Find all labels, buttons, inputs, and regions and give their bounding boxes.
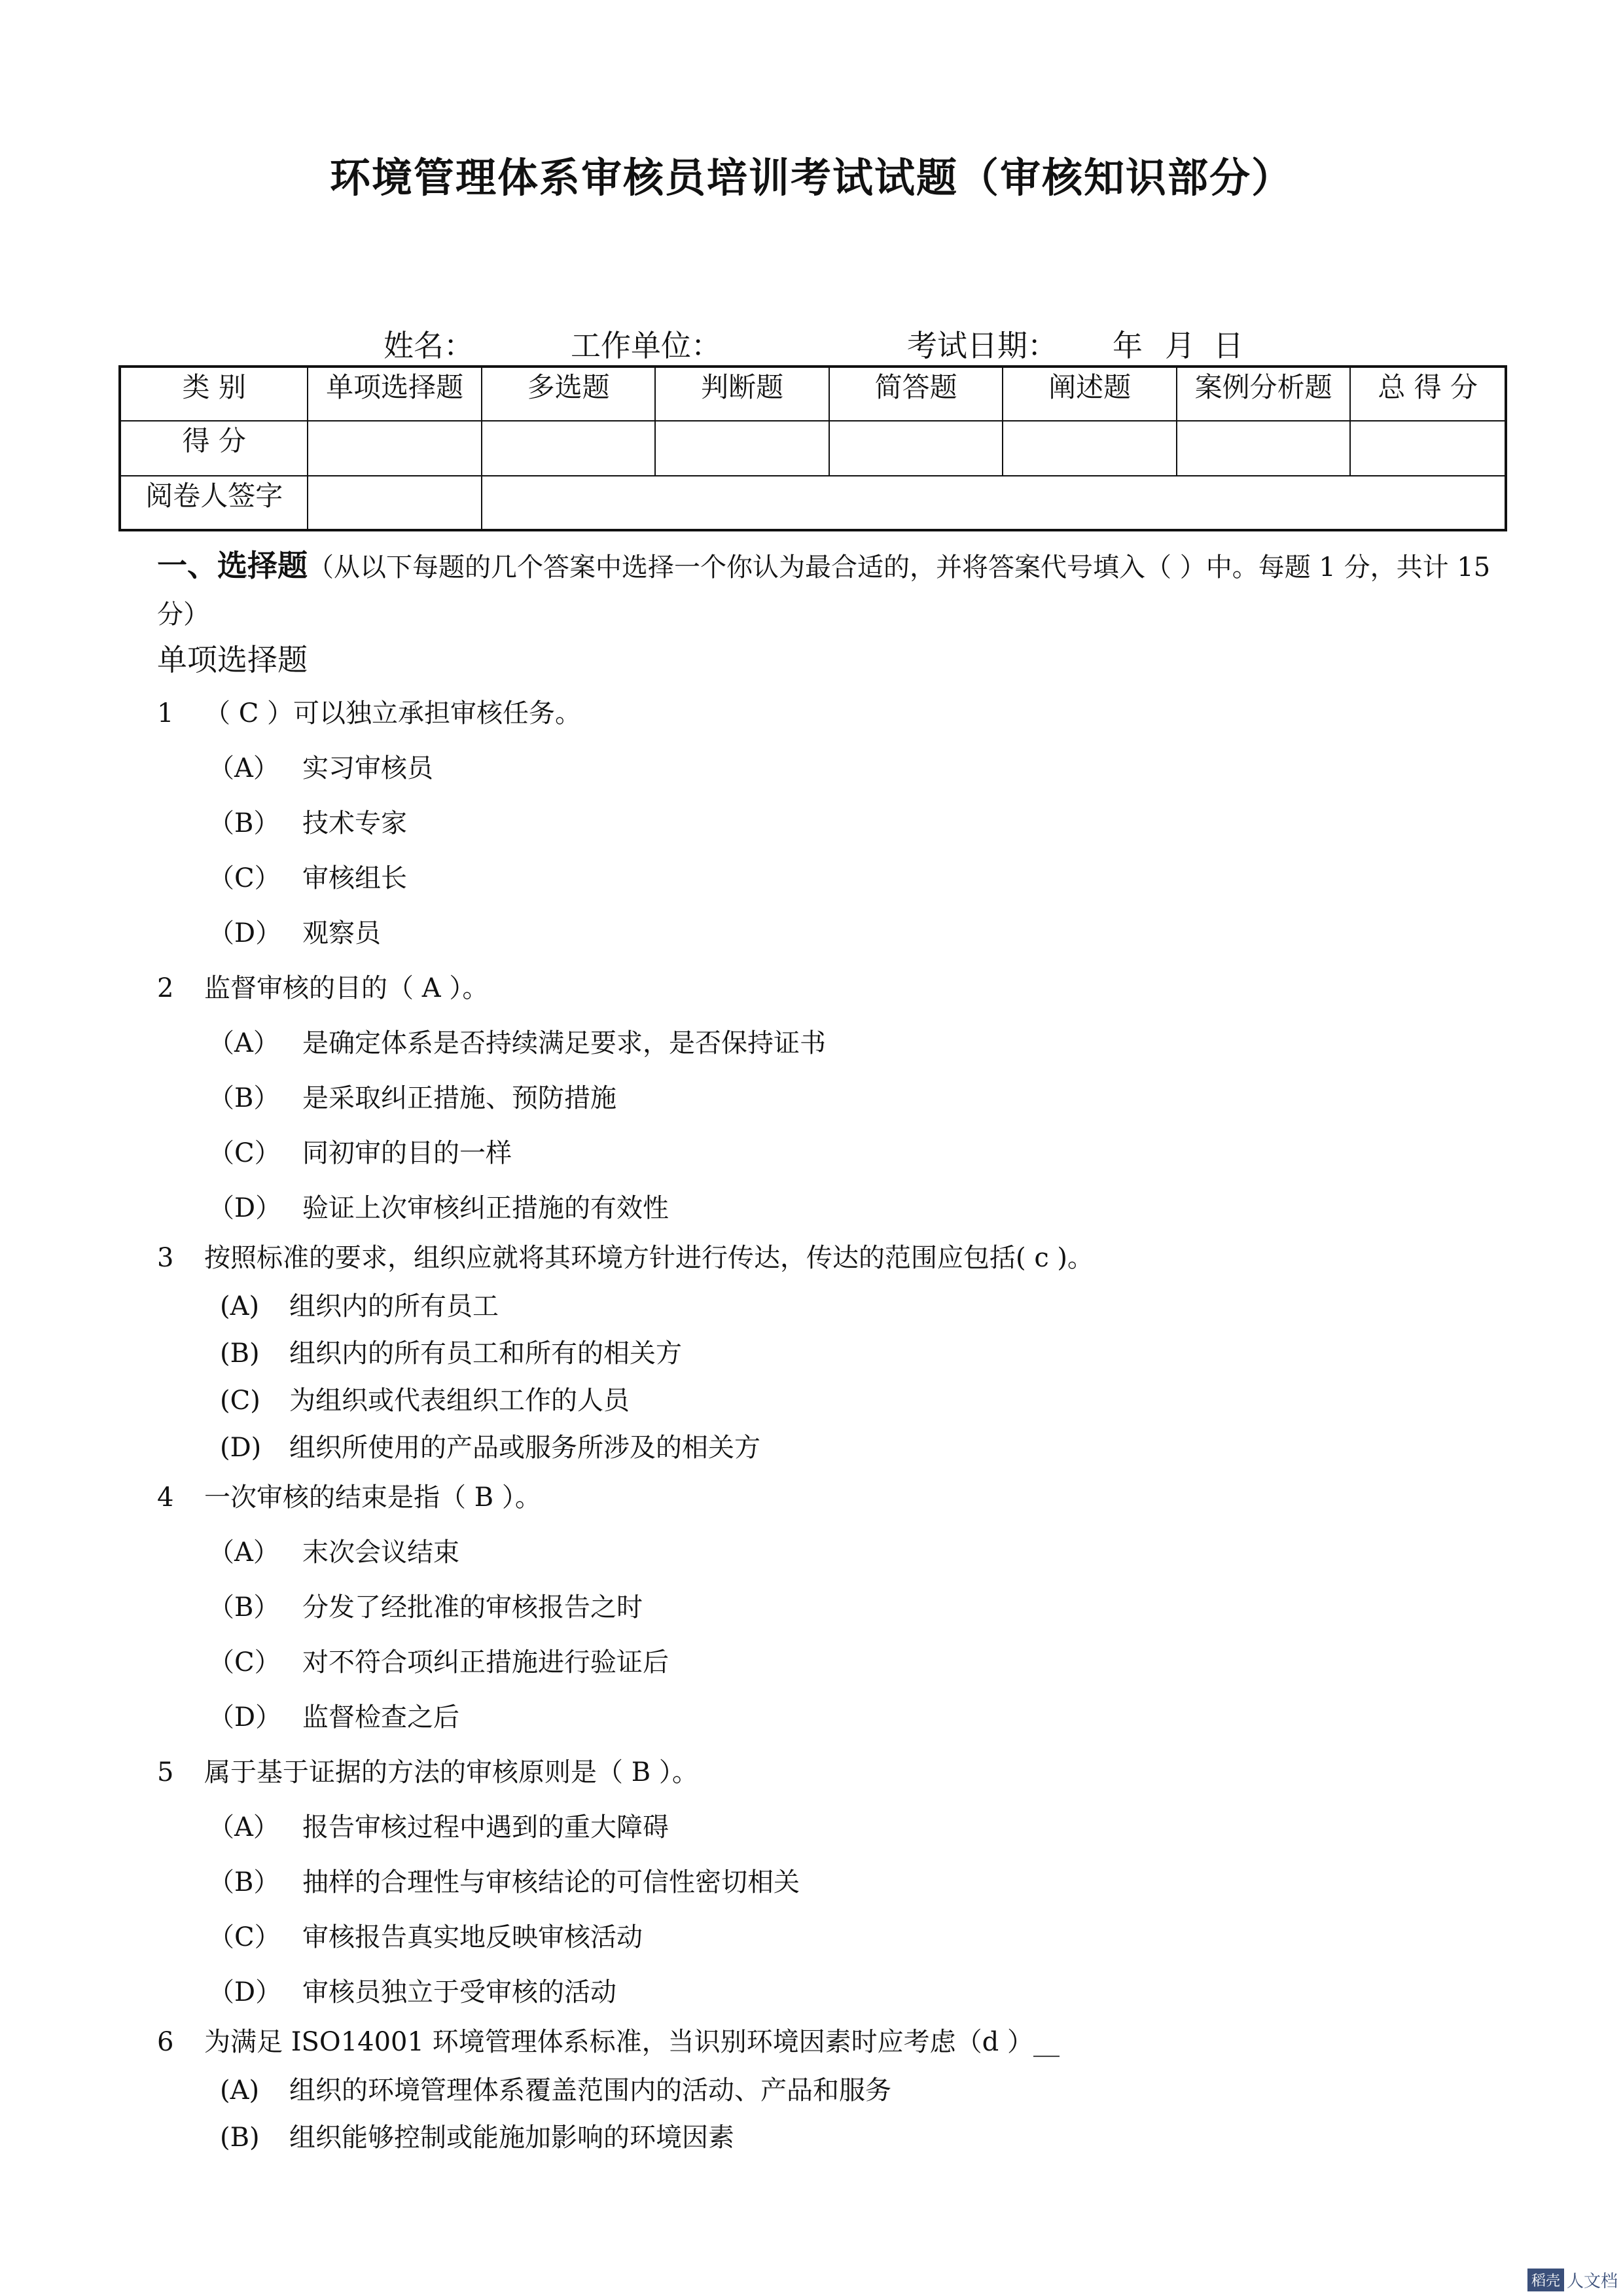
year-label: 年: [1113, 328, 1143, 363]
option: （C） 审核报告真实地反映审核活动: [208, 1922, 643, 1952]
option: （C） 审核组长: [208, 863, 407, 893]
question-text: 一次审核的结束是指（ B ）。: [204, 1482, 541, 1513]
question-5: [157, 1751, 698, 1789]
option: (C) 为组织或代表组织工作的人员: [220, 1386, 630, 1416]
option: （D） 观察员: [208, 918, 381, 948]
option: （A） 报告审核过程中遇到的重大障碍: [208, 1812, 669, 1842]
signature-cell-wide[interactable]: [482, 476, 1506, 530]
day-label: 日: [1213, 328, 1243, 363]
score-cell[interactable]: [482, 421, 655, 475]
question-text: 按照标准的要求，组织应就将其环境方针进行传达，传达的范围应包括( c )。: [204, 1243, 1094, 1273]
question-number: 3: [157, 1243, 174, 1273]
header-single-choice: 单项选择题: [308, 367, 481, 421]
question-3: [157, 1237, 1094, 1274]
option: (D) 组织所使用的产品或服务所涉及的相关方: [220, 1433, 760, 1463]
option: (B) 组织内的所有员工和所有的相关方: [220, 1338, 682, 1369]
option: （B） 技术专家: [208, 808, 407, 838]
score-cell[interactable]: [1003, 421, 1176, 475]
option: （D） 监督检查之后: [208, 1702, 459, 1732]
month-label: 月: [1165, 328, 1195, 363]
option: (B) 组织能够控制或能施加影响的环境因素: [220, 2123, 734, 2153]
question-1: [157, 692, 581, 730]
score-cell[interactable]: [1177, 421, 1350, 475]
question-number: 6: [157, 2027, 174, 2057]
score-cell[interactable]: [655, 421, 829, 475]
question-4: [157, 1477, 541, 1514]
signature-row-label: 阅卷人签字: [120, 476, 308, 530]
date-label: 考试日期：: [907, 328, 1058, 363]
header-total-score: 总 得 分: [1350, 367, 1506, 421]
option: （A） 实习审核员: [208, 753, 433, 783]
question-6: [157, 2021, 1060, 2058]
question-text: 属于基于证据的方法的审核原则是（ B ）。: [204, 1757, 698, 1787]
score-table-header-row: [120, 367, 1506, 421]
unit-label: 工作单位：: [571, 328, 721, 363]
option: （B） 分发了经批准的审核报告之时: [208, 1592, 643, 1623]
option: （B） 是采取纠正措施、预防措施: [208, 1083, 616, 1113]
option: （C） 同初审的目的一样: [208, 1138, 512, 1168]
question-number: 2: [157, 973, 174, 1003]
option: （D） 审核员独立于受审核的活动: [208, 1977, 616, 2007]
question-text: （ C ）可以独立承担审核任务。: [204, 698, 582, 728]
header-case-analysis: 案例分析题: [1177, 367, 1350, 421]
option: （B） 抽样的合理性与审核结论的可信性密切相关: [208, 1867, 800, 1897]
score-table: [118, 365, 1507, 531]
option: (A) 组织的环境管理体系覆盖范围内的活动、产品和服务: [220, 2075, 891, 2106]
score-cell[interactable]: [829, 421, 1003, 475]
option: （C） 对不符合项纠正措施进行验证后: [208, 1647, 669, 1677]
single-choice-subhead: 单项选择题: [157, 642, 308, 677]
option: （A） 末次会议结束: [208, 1537, 459, 1568]
option: （A） 是确定体系是否持续满足要求，是否保持证书: [208, 1028, 826, 1058]
question-number: 5: [157, 1757, 174, 1787]
score-cell[interactable]: [308, 421, 481, 475]
option: （D） 验证上次审核纠正措施的有效性: [208, 1193, 669, 1223]
logo-box: 稻壳: [1527, 2269, 1564, 2291]
page-title: 环境管理体系审核员培训考试试题（审核知识部分）: [329, 154, 1293, 202]
section-1-title: 一、选择题: [157, 548, 308, 583]
section-1-header: [157, 542, 1505, 638]
score-row: [120, 421, 1506, 475]
signature-cell[interactable]: [308, 476, 481, 530]
option: (A) 组织内的所有员工: [220, 1291, 499, 1321]
question-text: 为满足 ISO14001 环境管理体系标准，当识别环境因素时应考虑（d ）__: [204, 2027, 1060, 2057]
watermark-logo: [1527, 2268, 1618, 2292]
section-1-instructions: （从以下每题的几个答案中选择一个你认为最合适的，并将答案代号填入（ ）中。每题 1 分，共计 15 分）: [157, 552, 1491, 630]
name-label: 姓名：: [383, 328, 474, 363]
question-2: [157, 967, 488, 1005]
header-short-answer: 简答题: [829, 367, 1003, 421]
question-text: 监督审核的目的（ A ）。: [204, 973, 489, 1003]
score-cell[interactable]: [1350, 421, 1506, 475]
header-essay: 阐述题: [1003, 367, 1176, 421]
score-row-label: 得 分: [120, 421, 308, 475]
header-multi-choice: 多选题: [482, 367, 655, 421]
logo-text: 人文档: [1566, 2272, 1618, 2291]
question-number: 4: [157, 1482, 174, 1513]
header-true-false: 判断题: [655, 367, 829, 421]
header-category: 类 别: [120, 367, 308, 421]
question-number: 1: [157, 698, 174, 728]
signature-row: [120, 476, 1506, 530]
